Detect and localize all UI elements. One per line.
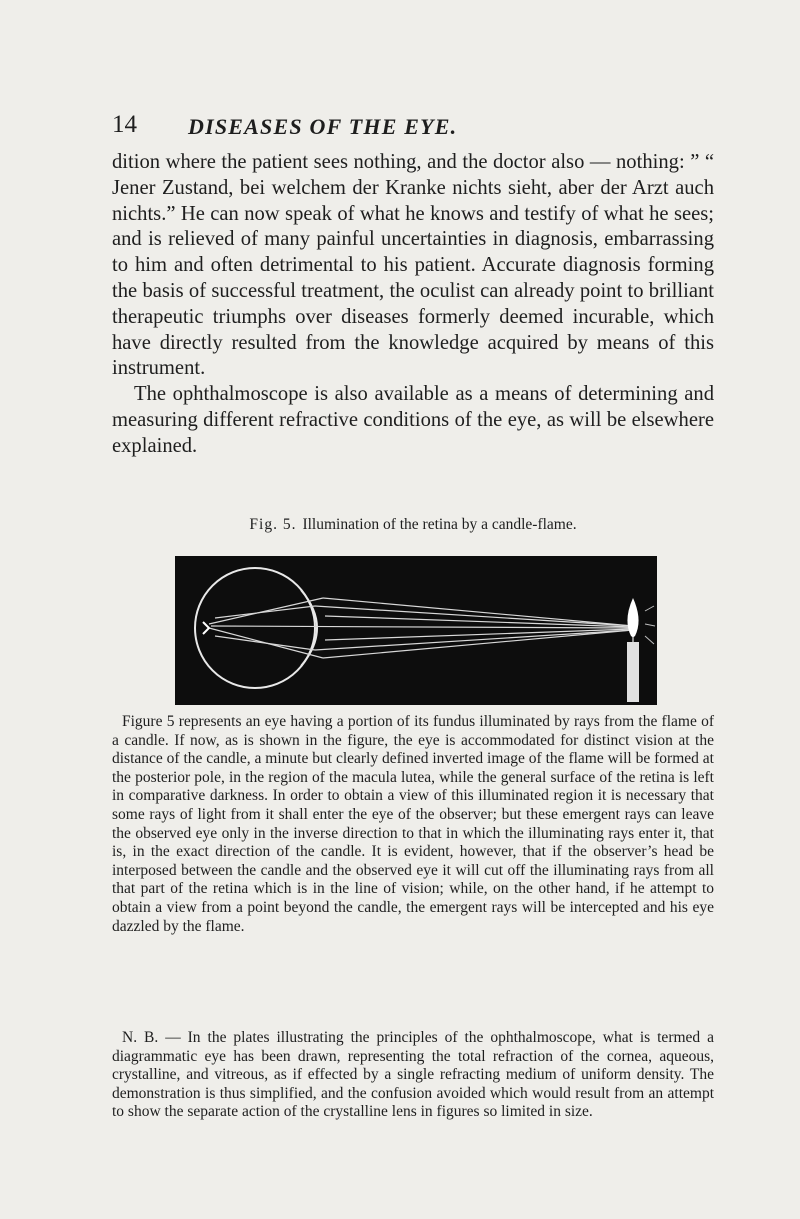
figure-caption bbox=[112, 516, 714, 534]
running-head: DISEASES OF THE EYE. bbox=[188, 114, 458, 139]
eye-diagram-with-candle-icon bbox=[175, 556, 657, 705]
note-paragraph: N. B. — In the plates illustrating the principles of the ophthalmoscope, what is termed a diagrammatic eye has been drawn, representing the total refraction of the cornea, aqueous, crystalline, and vitreous, as if effected by a single refracting medium of uniform density. The demonstration is thus simplified, and the confusion avoided which would result from an attempt to show the separate action of the crystalline lens in figures so limited in size. bbox=[112, 1029, 714, 1121]
body-paragraph: dition where the patient sees nothing, and the doctor also — nothing: ” “ Jener Zustand, bei welchem der Kranke nichts sieht, aber der Arzt auch nichts.” He can now speak of what he knows and testify of what he sees; and is relieved of many painful uncertainties in diagnosis, embarrassing to him and often detrimental to his patient. Accurate diagnosis forming the basis of successful treatment, the oculist can already point to brilliant therapeutic triumphs over diseases formerly deemed incurable, which have directly resulted from the knowledge acquired by means of this instrument. bbox=[112, 151, 714, 380]
note-paragraph: Figure 5 represents an eye having a portion of its fundus illuminated by rays from the flame of a candle. If now, as is shown in the figure, the eye is accommodated for distinct vision at the distance of the candle, a minute but clearly defined inverted image of the flame will be formed at the posterior pole, in the region of the macula lutea, while the general surface of the retina is left in comparative darkness. In order to obtain a view of this illuminated region it is necessary that some rays of light from it shall enter the eye of the observer; but these emergent rays can leave the observed eye only in the inverse direction to that in which the illuminating rays enter it, that is, in the exact direction of the candle. It is evident, however, that if the observer’s head be interposed between the candle and the observed eye it will cut off the illuminating rays from all that part of the retina which is in the line of vision; while, on the other hand, if he attempt to obtain a view from a point beyond the candle, the emergent rays will be intercepted and his eye dazzled by the flame. bbox=[112, 713, 714, 935]
page-header bbox=[112, 111, 712, 141]
figure-label: Fig. 5. bbox=[249, 516, 297, 533]
figure-caption-text: Illumination of the retina by a candle-flame. bbox=[302, 516, 577, 533]
page-number: 14 bbox=[112, 111, 137, 138]
eye-candle-figure bbox=[175, 556, 657, 705]
body-paragraph: The ophthalmoscope is also available as a means of determining and measuring different refractive conditions of the eye, as will be elsewhere explained. bbox=[112, 383, 714, 457]
